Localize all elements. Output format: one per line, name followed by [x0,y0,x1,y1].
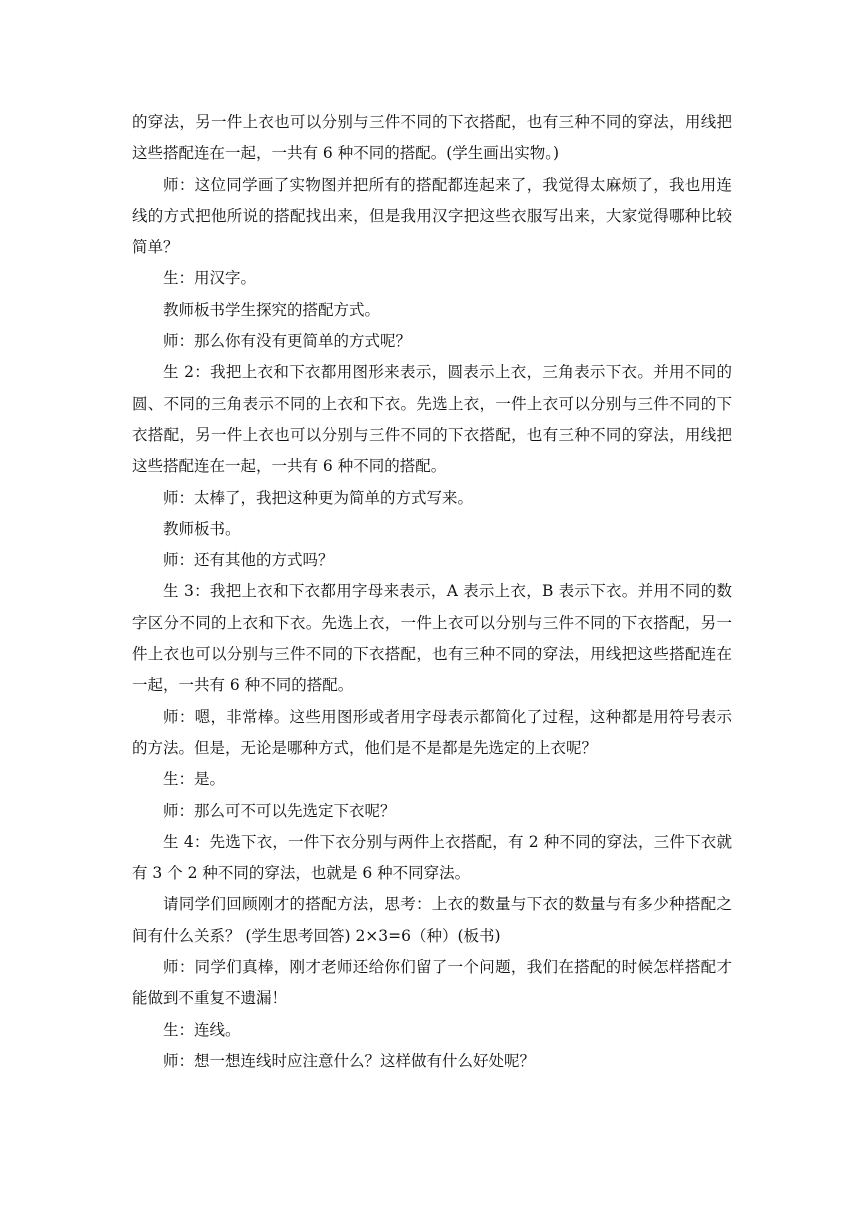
paragraph-narration: 教师板书。 [163,519,241,538]
paragraph-student-3: 生 3：我把上衣和下衣都用字母来表示，A 表示上衣，B 表示下衣。并用不同的数字区分不同的上衣和下衣。先选上衣，一件上衣可以分别与三件不同的下衣搭配，另一件上衣也可以分别与三件不同的下衣搭配，也有三种不同的穿法，用线把这些搭配连在一起，一共有 6 种不同的搭配。 [132,582,732,695]
paragraph-student-4: 生 4：先选下衣，一件下衣分别与两件上衣搭配，有 2 种不同的穿法，三件下衣就有 3 个 2 种不同的穿法，也就是 6 种不同穿法。 [132,832,732,883]
paragraph-teacher: 师：还有其他的方式吗？ [163,551,334,570]
paragraph-teacher: 师：这位同学画了实物图并把所有的搭配都连起来了，我觉得太麻烦了，我也用连线的方式把他所说的搭配找出来，但是我用汉字把这些衣服写出来，大家觉得哪种比较简单？ [132,175,732,257]
paragraph-teacher: 师：太棒了，我把这种更为简单的方式写来。 [163,488,474,507]
paragraph-student: 生：是。 [163,770,226,789]
paragraph-student: 生：连线。 [163,1020,241,1039]
paragraph-student-2: 生 2：我把上衣和下衣都用图形来表示，圆表示上衣，三角表示下衣。并用不同的圆、不同的三角表示不同的上衣和下衣。先选上衣，一件上衣可以分别与三件不同的下衣搭配，另一件上衣也可以分别与三件不同的下衣搭配，也有三种不同的穿法，用线把这些搭配连在一起，一共有 6 种不同的搭配。 [132,363,732,476]
paragraph-teacher: 师：那么你有没有更简单的方式呢？ [163,332,412,351]
paragraph-narration: 教师板书学生探究的搭配方式。 [163,300,381,319]
paragraph-teacher: 师：想一想连线时应注意什么？这样做有什么好处呢？ [163,1051,536,1070]
paragraph-teacher: 师：那么可不可以先选定下衣呢？ [163,801,396,820]
paragraph-student: 生：用汉字。 [163,269,257,288]
paragraph-teacher: 师：嗯，非常棒。这些用图形或者用字母表示都简化了过程，这种都是用符号表示的方法。但是，无论是哪种方式，他们是不是都是先选定的上衣呢？ [132,707,732,757]
paragraph-narration: 请同学们回顾刚才的搭配方法，思考：上衣的数量与下衣的数量与有多少种搭配之间有什么关系？ (学生思考回答) 2×3=6（种）(板书) [132,895,732,945]
paragraph-teacher: 师：同学们真棒，刚才老师还给你们留了一个问题，我们在搭配的时候怎样搭配才能做到不重复不遗漏！ [132,958,732,1008]
paragraph-continued: 的穿法，另一件上衣也可以分别与三件不同的下衣搭配，也有三种不同的穿法，用线把这些搭配连在一起，一共有 6 种不同的搭配。(学生画出实物。) [132,113,732,163]
document-body [132,107,732,1077]
